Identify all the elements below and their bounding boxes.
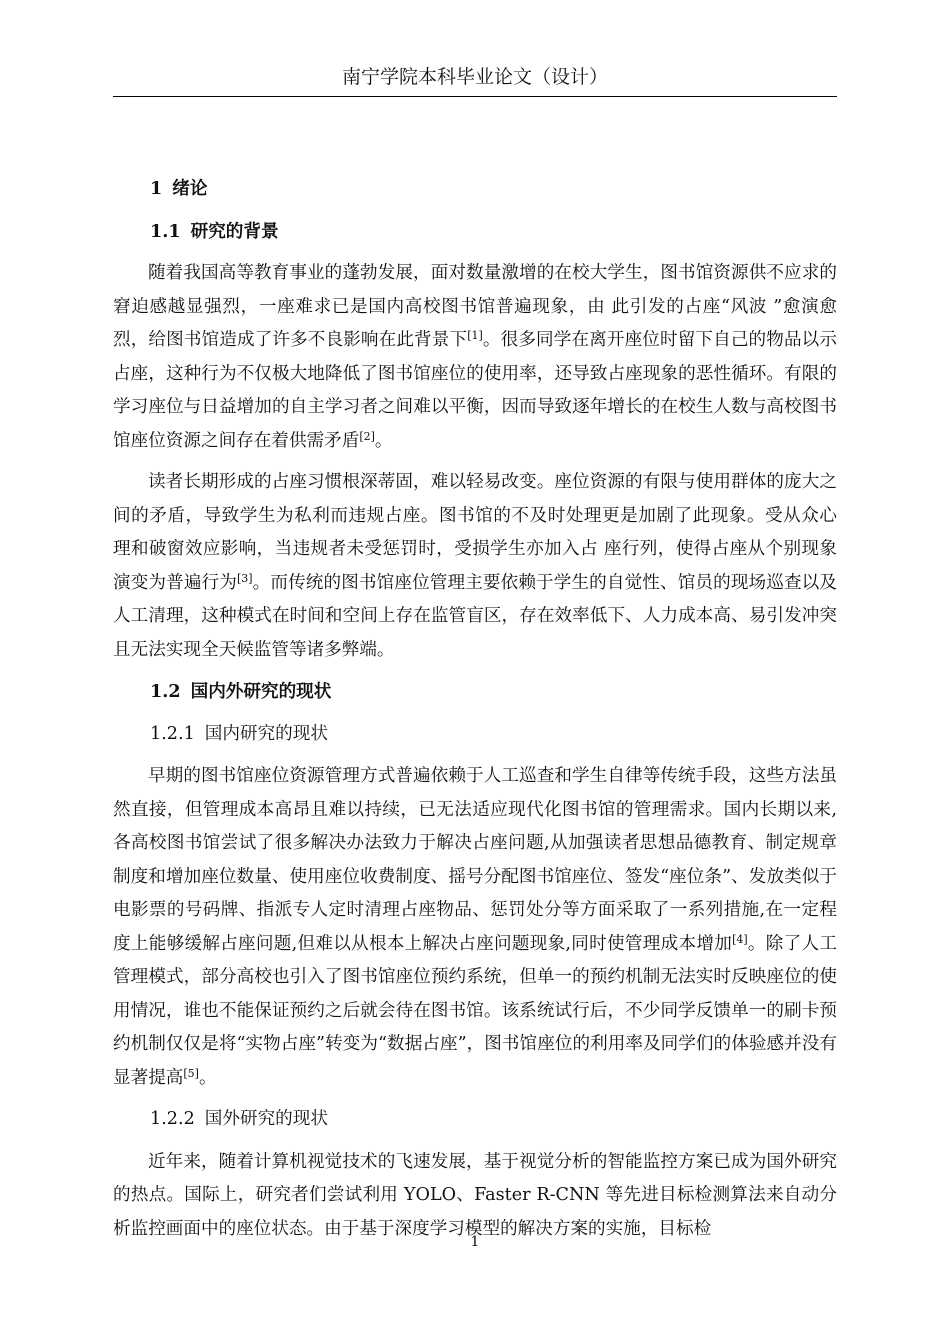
paragraph-text: 随着我国高等教育事业的蓬勃发展，面对数量激增的在校大学生，图书馆资源供不应求的窘迫感越显强烈，一座难求已是国内高校图书馆普遍现象，由 此引发的占座“风波 ”愈演愈烈，给图书馆造成了许多不良影响在此背景下 bbox=[113, 263, 837, 350]
section-heading-1 bbox=[150, 172, 837, 206]
paragraph-text: 。 bbox=[374, 430, 393, 451]
section-number: 1.2.1 bbox=[150, 723, 195, 744]
paragraph-text: 。 bbox=[198, 1067, 217, 1088]
paragraph-text: 。除了人工管理模式，部分高校也引入了图书馆座位预约系统，但单一的预约机制无法实时反映座位的使用情况，谁也不能保证预约之后就会待在图书馆。该系统试行后，不少同学反馈单一的刷卡预约机制仅仅是将“实物占座”转变为“数据占座”，图书馆座位的利用率及同学们的体验感并没有显著提高 bbox=[113, 933, 837, 1088]
citation-ref: [4] bbox=[732, 932, 748, 946]
paragraph-background-2 bbox=[113, 466, 837, 667]
citation-ref: [1] bbox=[467, 329, 483, 342]
section-number: 1.2.2 bbox=[150, 1109, 195, 1129]
section-title: 国内研究的现状 bbox=[204, 723, 328, 744]
citation-ref: [5] bbox=[183, 1066, 199, 1080]
section-heading-1-2-2 bbox=[150, 1103, 837, 1137]
paragraph-text: 。很多同学在离开座位时留下自己的物品以示占座，这种行为不仅极大地降低了图书馆座位的使用率，还导致占座现象的恶性循环。有限的学习座位与日益增加的自主学习者之间难以平衡，因而导致逐年增长的在校生人数与高校图书馆座位资源之间存在着供需矛盾 bbox=[113, 330, 837, 451]
section-heading-1-2-1 bbox=[150, 718, 837, 752]
paragraph-text: 早期的图书馆座位资源管理方式普遍依赖于人工巡查和学生自律等传统手段，这些方法虽然直接，但管理成本高昂且难以持续，已无法适应现代化图书馆的管理需求。国内长期以来,各高校图书馆尝试了很多解决办法致力于解决占座问题,从加强读者思想品德教育、制定规章制度和增加座位数量、使用座位收费制度、摇号分配图书馆座位、签发“座位条”、发放类似于电影票的号码牌、指派专人定时清理占座物品、惩罚处分等方面采取了一系列措施,在一定程度上能够缓解占座问题,但难以从根本上解决占座问题现象,同时使管理成本增加 bbox=[113, 766, 837, 954]
section-number: 1 bbox=[150, 178, 163, 199]
paragraph-text: 读者长期形成的占座习惯根深蒂固，难以轻易改变。座位资源的有限与使用群体的庞大之间的矛盾，导致学生为私利而违规占座。图书馆的不及时处理更是加剧了此现象。受从众心 理和破窗效应影响，当违规者未受惩罚时，受损学生亦加入占 座行列，使得占座从个别现象演变为普遍行为 bbox=[113, 472, 837, 593]
paragraph-text: 。而传统的图书馆座位管理主要依赖于学生的自觉性、馆员的现场巡查以及人工清理，这种模式在时间和空间上存在监管盲区，存在效率低下、人力成本高、易引发冲突且无法实现全天候监管等诸多弊端。 bbox=[113, 572, 837, 660]
section-title: 研究的背景 bbox=[190, 220, 279, 242]
section-heading-1-2 bbox=[150, 675, 837, 709]
section-title: 国外研究的现状 bbox=[204, 1109, 328, 1129]
citation-ref: [2] bbox=[359, 429, 375, 443]
paragraph-domestic-research bbox=[113, 760, 837, 1095]
running-header: 南宁学院本科毕业论文（设计） bbox=[113, 58, 837, 97]
section-title: 国内外研究的现状 bbox=[190, 681, 332, 702]
citation-ref: [3] bbox=[236, 571, 253, 585]
section-number: 1.1 bbox=[150, 220, 181, 242]
section-number: 1.2 bbox=[150, 681, 181, 702]
page-number: 1 bbox=[470, 1234, 480, 1250]
paragraph-background-1 bbox=[113, 257, 837, 458]
section-title: 绪论 bbox=[172, 178, 208, 199]
paragraph-foreign-research: 近年来，随着计算机视觉技术的飞速发展，基于视觉分析的智能监控方案已成为国外研究的热点。国际上，研究者们尝试利用 YOLO、Faster R-CNN 等先进目标检测算法来自动分析监控画面中的座位状态。由于基于深度学习模型的解决方案的实施，目标检 bbox=[113, 1151, 837, 1239]
section-heading-1-1 bbox=[150, 215, 837, 249]
page-body bbox=[113, 172, 837, 1254]
